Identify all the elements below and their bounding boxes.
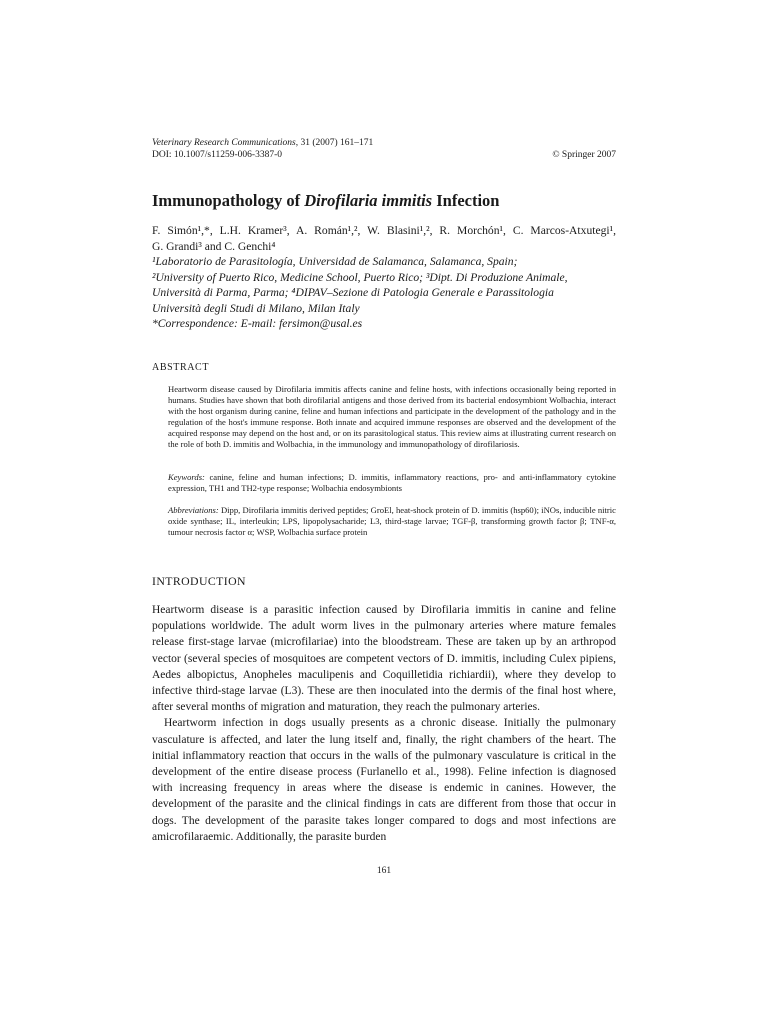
authors-line-1: F. Simón¹,*, L.H. Kramer³, A. Román¹,², W. Blasini¹,², R. Morchón¹, C. Marcos-Atxutegi¹, xyxy=(152,224,616,237)
paragraph: Heartworm disease is a parasitic infection caused by Dirofilaria immitis in canine and feline populations worldwide. The adult worm lives in the pulmonary arteries where mature females release first-stage larvae (microfilariae) into the bloodstream. These are taken up by an arthropod vector (several species of mosquitoes are competent vectors of D. immitis, including Culex pipiens, Aedes albopictus, Anopheles maculipenis and Coquilletidia richiardii), where they develop to infective third-stage larvae (L3). These are then inoculated into the dermis of the final host where, after several months of migration and maturation, they reach the pulmonary arteries. xyxy=(152,604,616,714)
introduction-heading: INTRODUCTION xyxy=(152,574,246,588)
article-title xyxy=(152,190,616,212)
author-list xyxy=(152,223,616,255)
page-number: 161 xyxy=(376,866,392,876)
keywords-text: canine, feline and human infections; D. immitis, inflammatory reactions, pro- and anti-inflammatory cytokine expression, TH1 and TH2-type response; Wolbachia endosymbionts xyxy=(168,472,616,494)
affiliation-line: ²University of Puerto Rico, Medicine School, Puerto Rico; ³Dipt. Di Produzione Animale, xyxy=(152,270,568,284)
copyright: © Springer 2007 xyxy=(552,150,616,160)
affiliations xyxy=(152,254,616,332)
doi-line xyxy=(152,149,616,161)
abbreviations-text: Dipp, Dirofilaria immitis derived peptides; GroEl, heat-shock protein of D. immitis (hsp60); iNOs, inducible nitric oxide synthase; IL, interleukin; LPS, lipopolysacharide; L3, third-stage larvae; TGF-β, transforming growth factor β; TNF-α, tumour necrosis factor α; WSP, Wolbachia surface protein xyxy=(168,505,616,538)
keywords xyxy=(168,472,616,494)
title-species: Dirofilaria immitis xyxy=(304,191,433,210)
abbreviations-label: Abbreviations: xyxy=(168,505,219,515)
affiliation-line: ¹Laboratorio de Parasitología, Universidad de Salamanca, Salamanca, Spain; xyxy=(152,255,518,268)
abbreviations xyxy=(168,505,616,538)
keywords-label: Keywords: xyxy=(168,472,205,482)
authors-line-2: G. Grandi³ and C. Genchi⁴ xyxy=(152,240,276,253)
journal-citation xyxy=(152,137,616,149)
affiliation-line: Università degli Studi di Milano, Milan Italy xyxy=(152,301,360,315)
introduction-body xyxy=(152,602,616,845)
journal-name: Veterinary Research Communications xyxy=(152,138,296,148)
doi: DOI: 10.1007/s11259-006-3387-0 xyxy=(152,150,282,160)
abstract-body: Heartworm disease caused by Dirofilaria immitis affects canine and feline hosts, with infections occasionally being reported in humans. Studies have shown that both dirofilarial antigens and those derived from its bacterial endosymbiont Wolbachia, interact with the host organism during canine, feline and human infections and participate in the development of the pathology and in the regulation of the host's immune response. Both innate and acquired immune responses are observed and the development of the acquired response may depend on the host and, or on its parasitological status. This review aims at illustrating current research on the role of both D. immitis and Wolbachia, in the immunology and immunopathology of dirofilariosis. xyxy=(168,384,616,450)
journal-volume-pages: , 31 (2007) 161–171 xyxy=(295,138,374,148)
title-suffix: Infection xyxy=(432,191,500,210)
title-prefix: Immunopathology of xyxy=(152,191,305,210)
paragraph: Heartworm infection in dogs usually presents as a chronic disease. Initially the pulmonary vasculature is affected, and later the lung itself and, finally, the right chambers of the heart. The initial inflammatory reaction that occurs in the walls of the pulmonary vasculature is critical in the development of the entire disease process (Furlanello et al., 1998). Feline infection is diagnosed with increasing frequency in areas where the disease is endemic in canines. However, the development of the parasite and the clinical findings in cats are different from those that occur in dogs. The development of the parasite takes longer compared to dogs and most infections are amicrofilaraemic. Additionally, the parasite burden xyxy=(152,717,616,843)
correspondence: *Correspondence: E-mail: fersimon@usal.es xyxy=(152,317,363,330)
affiliation-line: Università di Parma, Parma; ⁴DIPAV–Sezione di Patologia Generale e Parassitologia xyxy=(152,286,554,299)
abstract-heading: ABSTRACT xyxy=(152,362,210,373)
